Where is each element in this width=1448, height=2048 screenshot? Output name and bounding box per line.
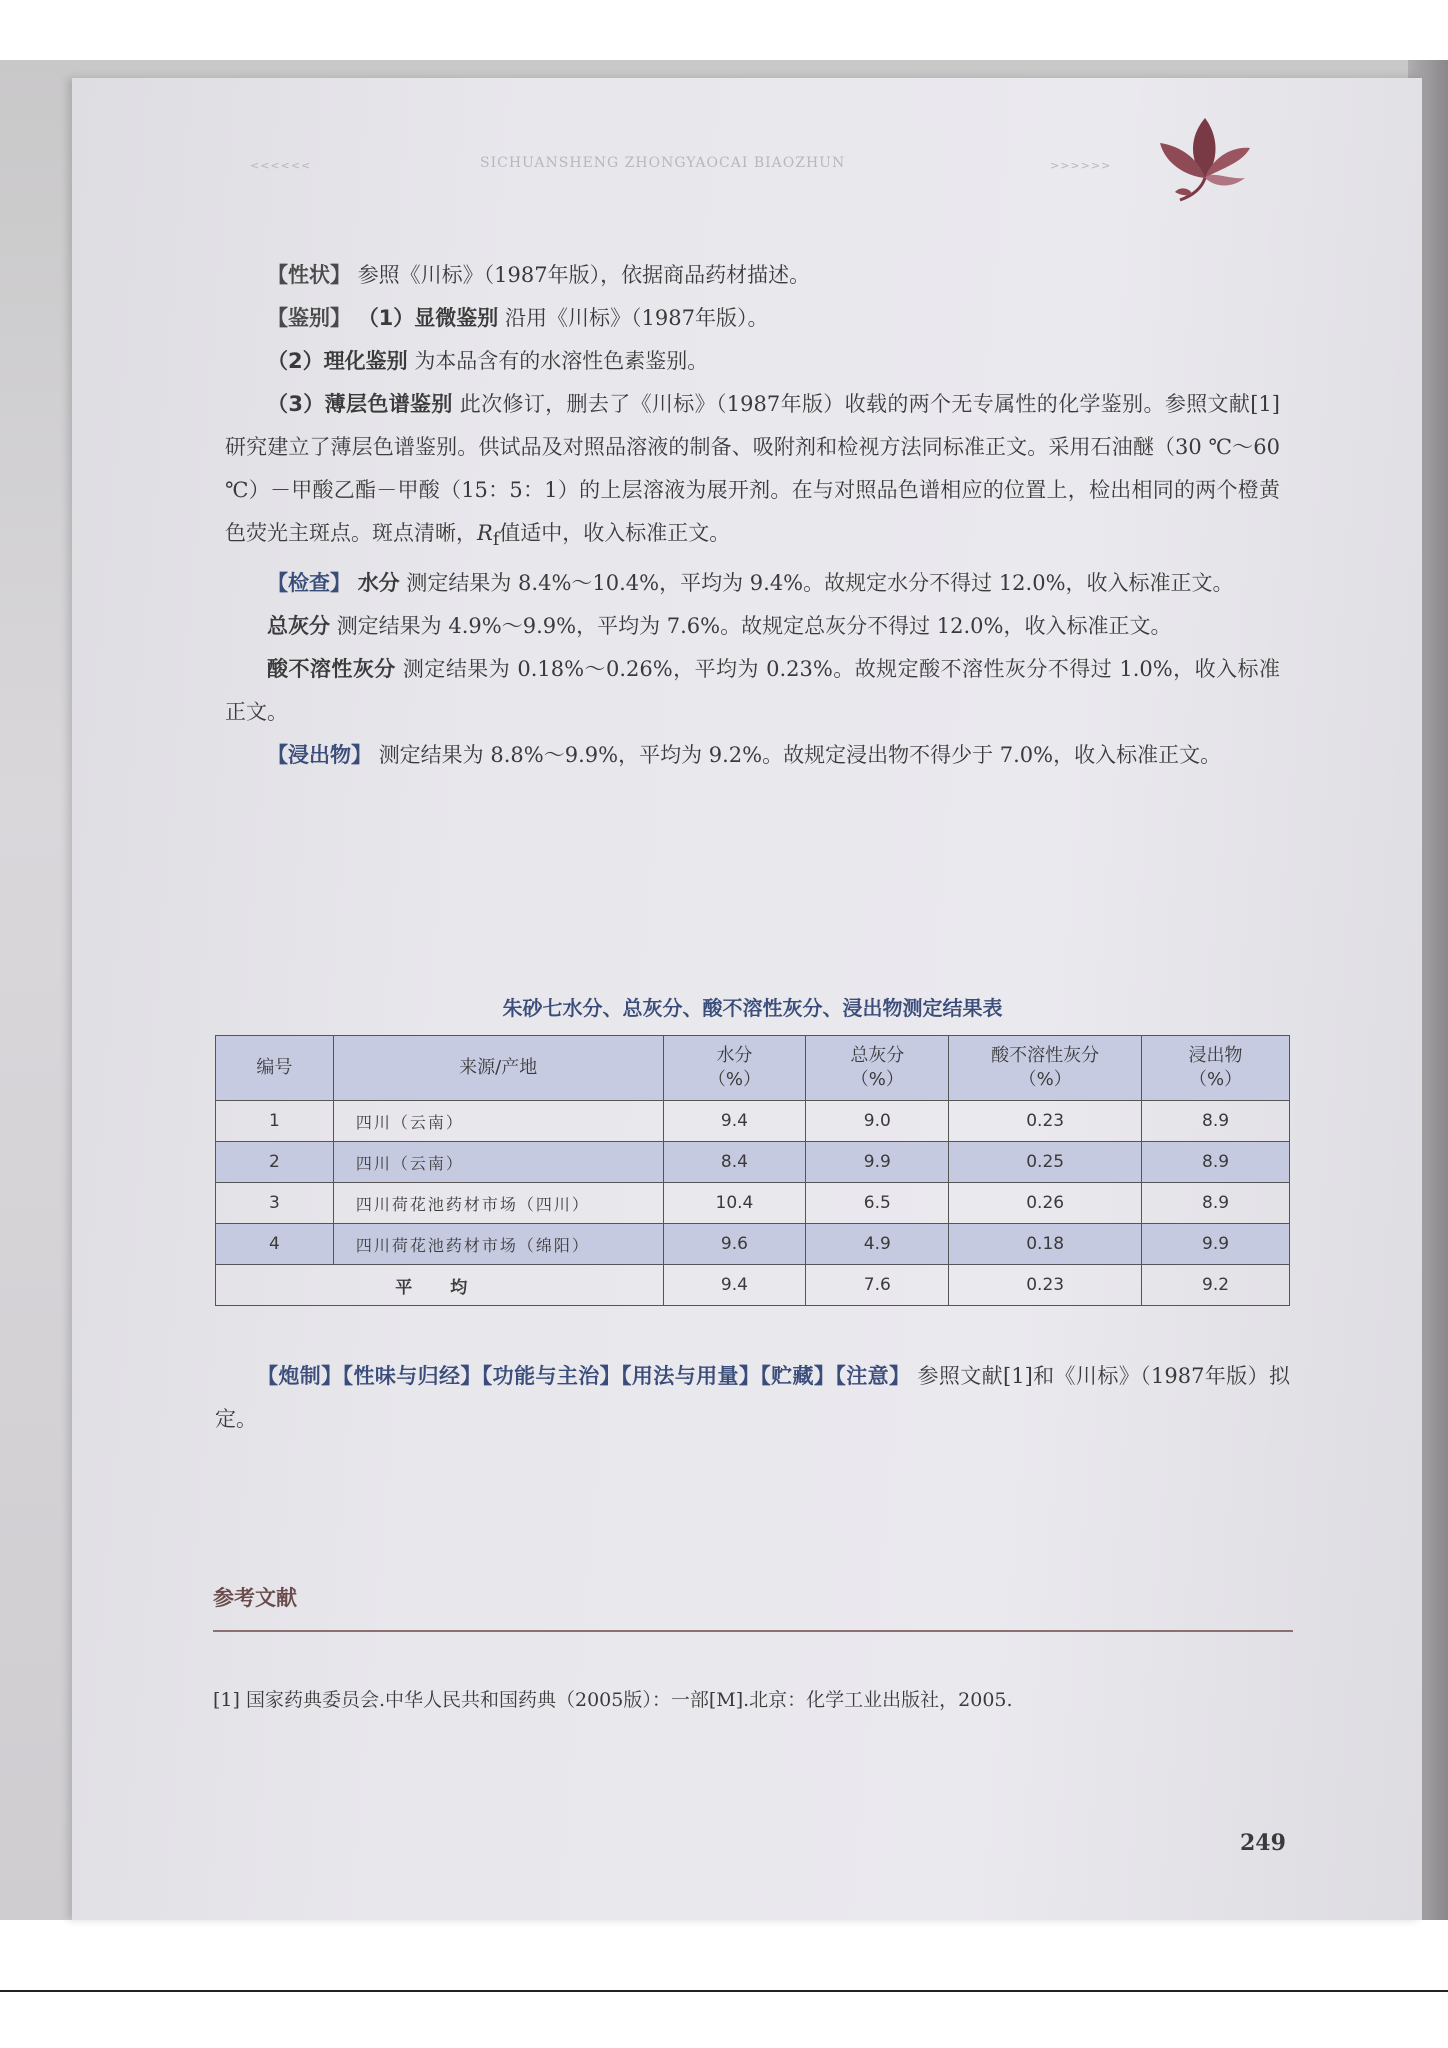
reference-item: [1] 国家药典委员会.中华人民共和国药典（2005版）：一部[M].北京：化学工业出版社，2005. xyxy=(213,1689,1013,1711)
cell-water: 9.4 xyxy=(663,1101,806,1142)
header-water: 水分 （%） xyxy=(663,1036,806,1101)
cell-avg-acid-ash: 0.23 xyxy=(949,1265,1142,1306)
tags-processing-etc: 【炮制】【性味与归经】【功能与主治】【用法与用量】【贮藏】【注意】 xyxy=(257,1364,911,1388)
text-microscopic: 沿用《川标》（1987年版）。 xyxy=(505,306,769,330)
header-source: 来源/产地 xyxy=(333,1036,663,1101)
cell-ash: 9.9 xyxy=(806,1142,949,1183)
text-acid-ash: 测定结果为 0.18%～0.26%，平均为 0.23%。故规定酸不溶性灰分不得过 1.0%，收入标准正文。 xyxy=(225,657,1281,725)
tag-jinchuwu: 【浸出物】 xyxy=(267,743,372,768)
paragraph-xingzhuang xyxy=(225,254,1280,297)
text-water: 测定结果为 8.4%～10.4%，平均为 9.4%。故规定水分不得过 12.0%，收入标准正文。 xyxy=(406,571,1234,596)
cell-avg-ash: 7.6 xyxy=(806,1265,949,1306)
label-ash: 总灰分 xyxy=(267,614,330,639)
label-water: 水分 xyxy=(357,571,400,596)
header-acid-ash: 酸不溶性灰分 （%） xyxy=(949,1036,1142,1101)
cell-no: 3 xyxy=(216,1183,334,1224)
table-row xyxy=(216,1101,1290,1142)
tag-jianbie: 【鉴别】 xyxy=(267,306,351,330)
rf-symbol: R xyxy=(477,521,493,545)
cell-extract: 9.9 xyxy=(1142,1224,1290,1265)
label-microscopic: （1）显微鉴别 xyxy=(357,306,499,330)
paragraph-acid-ash xyxy=(225,648,1280,734)
cell-source: 四川荷花池药材市场（绵阳） xyxy=(333,1224,663,1265)
table-row xyxy=(216,1224,1290,1265)
label-tlc: （3）薄层色谱鉴别 xyxy=(267,392,453,416)
label-physchem: （2）理化鉴别 xyxy=(267,349,408,373)
header-no: 编号 xyxy=(216,1036,334,1101)
cell-water: 8.4 xyxy=(663,1142,806,1183)
paragraph-physchem xyxy=(225,340,1280,383)
bottom-rule xyxy=(0,1990,1448,1992)
text-tlc-b: 值适中，收入标准正文。 xyxy=(499,521,731,545)
tag-jiancha: 【检查】 xyxy=(267,571,351,596)
cell-acid-ash: 0.25 xyxy=(949,1142,1142,1183)
cell-ash: 6.5 xyxy=(806,1183,949,1224)
table-row xyxy=(216,1142,1290,1183)
text-ash: 测定结果为 4.9%～9.9%，平均为 7.6%。故规定总灰分不得过 12.0%，收入标准正文。 xyxy=(336,614,1172,639)
cell-ash: 4.9 xyxy=(806,1224,949,1265)
cell-no: 1 xyxy=(216,1101,334,1142)
header-arrows-right: >>>>>> xyxy=(1050,159,1112,172)
paragraph-water xyxy=(225,562,1280,605)
leaf-logo-icon xyxy=(1150,108,1260,208)
rf-subscript: f xyxy=(492,530,500,551)
main-text xyxy=(225,254,1280,777)
header-extract: 浸出物 （%） xyxy=(1142,1036,1290,1101)
cell-source: 四川（云南） xyxy=(333,1142,663,1183)
cell-acid-ash: 0.26 xyxy=(949,1183,1142,1224)
cell-source: 四川荷花池药材市场（四川） xyxy=(333,1183,663,1224)
header-ash: 总灰分 （%） xyxy=(806,1036,949,1101)
after-table-paragraph xyxy=(215,1355,1290,1441)
page-number: 249 xyxy=(1240,1830,1286,1856)
text-reference-note: 参照文献[1]和《川标》（1987年版）拟定。 xyxy=(215,1364,1290,1431)
table-header-row xyxy=(216,1036,1290,1101)
cell-extract: 8.9 xyxy=(1142,1142,1290,1183)
label-acid-ash: 酸不溶性灰分 xyxy=(267,657,396,682)
table-title: 朱砂七水分、总灰分、酸不溶性灰分、浸出物测定结果表 xyxy=(502,996,1003,1020)
cell-acid-ash: 0.18 xyxy=(949,1224,1142,1265)
text-xingzhuang: 参照《川标》（1987年版），依据商品药材描述。 xyxy=(357,263,811,287)
tag-xingzhuang: 【性状】 xyxy=(267,263,351,287)
cell-extract: 8.9 xyxy=(1142,1101,1290,1142)
cell-ash: 9.0 xyxy=(806,1101,949,1142)
results-table xyxy=(215,1035,1290,1306)
cell-no: 2 xyxy=(216,1142,334,1183)
text-physchem: 为本品含有的水溶性色素鉴别。 xyxy=(414,349,709,373)
running-title: SICHUANSHENG ZHONGYAOCAI BIAOZHUN xyxy=(480,155,846,171)
table-row xyxy=(216,1183,1290,1224)
cell-acid-ash: 0.23 xyxy=(949,1101,1142,1142)
table-average-row xyxy=(216,1265,1290,1306)
cell-no: 4 xyxy=(216,1224,334,1265)
cell-water: 10.4 xyxy=(663,1183,806,1224)
references-heading: 参考文献 xyxy=(213,1586,297,1610)
cell-avg-water: 9.4 xyxy=(663,1265,806,1306)
cell-extract: 8.9 xyxy=(1142,1183,1290,1224)
text-tlc-a: 此次修订，删去了《川标》（1987年版）收载的两个无专属性的化学鉴别。参照文献[1]研究建立了薄层色谱鉴别。供试品及对照品溶液的制备、吸附剂和检视方法同标准正文。采用石油醚（30 ℃～60 ℃）－甲酸乙酯－甲酸（15：5：1）的上层溶液为展开剂。在与对照品色谱相应的位置上，检出相同的两个橙黄色荧光主斑点。斑点清晰， xyxy=(225,392,1280,545)
paragraph-jianbie xyxy=(225,297,1280,340)
paragraph-extract xyxy=(225,734,1280,777)
text-extract: 测定结果为 8.8%～9.9%，平均为 9.2%。故规定浸出物不得少于 7.0%，收入标准正文。 xyxy=(378,743,1222,768)
cell-average-label: 平 均 xyxy=(216,1265,664,1306)
paragraph-ash xyxy=(225,605,1280,648)
paragraph-tlc xyxy=(225,383,1280,562)
cell-avg-extract: 9.2 xyxy=(1142,1265,1290,1306)
header-arrows-left: <<<<<< xyxy=(250,159,312,172)
cell-source: 四川（云南） xyxy=(333,1101,663,1142)
cell-water: 9.6 xyxy=(663,1224,806,1265)
references-divider xyxy=(213,1630,1293,1632)
